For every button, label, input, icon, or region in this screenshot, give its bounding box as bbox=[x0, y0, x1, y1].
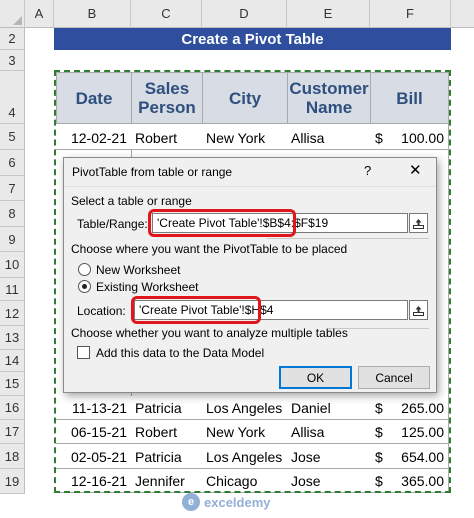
location-input[interactable]: 'Create Pivot Table'!$H$4 bbox=[134, 300, 408, 320]
bill-value: 365.00 bbox=[401, 473, 444, 489]
data-model-checkbox[interactable] bbox=[77, 346, 90, 359]
row-header-11[interactable]: 11 bbox=[0, 278, 25, 301]
cell-sales-person[interactable]: Robert bbox=[131, 420, 203, 444]
range-select-button[interactable] bbox=[409, 213, 428, 233]
header-sales-person: Sales Person bbox=[131, 72, 203, 124]
section-multiple-label: Choose whether you want to analyze multiple tables bbox=[71, 326, 348, 340]
column-header-c[interactable]: C bbox=[131, 0, 202, 28]
cell-bill[interactable] bbox=[370, 124, 449, 150]
row-header-10[interactable]: 10 bbox=[0, 252, 25, 278]
row-header-7[interactable]: 7 bbox=[0, 176, 25, 201]
existing-worksheet-label[interactable]: Existing Worksheet bbox=[96, 280, 199, 294]
bill-value: 265.00 bbox=[401, 400, 444, 416]
cell-customer[interactable]: Allisa bbox=[287, 420, 371, 444]
row-header-16[interactable]: 16 bbox=[0, 396, 25, 420]
row-header-12[interactable]: 12 bbox=[0, 301, 25, 326]
dialog-title: PivotTable from table or range bbox=[72, 165, 233, 179]
cell-bill[interactable] bbox=[370, 444, 449, 469]
location-select-button[interactable] bbox=[409, 300, 428, 320]
bill-value: 654.00 bbox=[401, 449, 444, 465]
table-range-input[interactable]: 'Create Pivot Table'!$B$4:$F$19 bbox=[152, 213, 408, 233]
watermark bbox=[182, 488, 286, 516]
cell-bill[interactable] bbox=[370, 396, 449, 420]
cell-sales-person[interactable]: Jennifer bbox=[131, 469, 203, 493]
header-customer-name: Customer Name bbox=[287, 72, 371, 124]
header-city: City bbox=[202, 72, 288, 124]
divider bbox=[267, 238, 429, 239]
column-header-overflow bbox=[451, 0, 474, 28]
row-header-6[interactable]: 6 bbox=[0, 150, 25, 176]
location-label: Location: bbox=[77, 304, 126, 318]
close-icon[interactable]: ✕ bbox=[409, 162, 422, 179]
cell-date[interactable]: 12-16-21 bbox=[56, 469, 132, 493]
currency-symbol: $ bbox=[375, 424, 383, 440]
row-header-19[interactable]: 19 bbox=[0, 469, 25, 494]
column-header-b[interactable]: B bbox=[54, 0, 131, 28]
sheet-title: Create a Pivot Table bbox=[54, 28, 451, 50]
header-date: Date bbox=[56, 72, 132, 124]
radio-existing-worksheet[interactable] bbox=[78, 280, 91, 293]
new-worksheet-label[interactable]: New Worksheet bbox=[96, 263, 181, 277]
cell-date[interactable]: 11-13-21 bbox=[56, 396, 132, 420]
currency-symbol: $ bbox=[375, 449, 383, 465]
title-divider bbox=[64, 186, 436, 187]
currency-symbol: $ bbox=[375, 130, 383, 146]
cell-date[interactable]: 06-15-21 bbox=[56, 420, 132, 444]
cell-customer[interactable]: Daniel bbox=[287, 396, 371, 420]
bill-value: 100.00 bbox=[401, 130, 444, 146]
column-header-f[interactable]: F bbox=[370, 0, 451, 28]
section-select-label: Select a table or range bbox=[71, 194, 192, 208]
cell-city[interactable]: New York bbox=[202, 420, 288, 444]
row-header-4[interactable]: 4 bbox=[0, 71, 25, 124]
section-place-label: Choose where you want the PivotTable to be placed bbox=[71, 242, 348, 256]
cell-date[interactable]: 02-05-21 bbox=[56, 444, 132, 469]
header-bill: Bill bbox=[370, 72, 449, 124]
cell-bill[interactable] bbox=[370, 420, 449, 444]
cell-customer[interactable]: Jose bbox=[287, 469, 371, 493]
radio-new-worksheet[interactable] bbox=[78, 263, 91, 276]
cell-city[interactable]: Los Angeles bbox=[202, 444, 288, 469]
column-header-a[interactable]: A bbox=[25, 0, 54, 28]
cell-sales-person[interactable]: Robert bbox=[131, 124, 203, 150]
range-select-icon bbox=[413, 218, 424, 229]
select-all-corner[interactable] bbox=[0, 0, 25, 28]
row-header-15[interactable]: 15 bbox=[0, 372, 25, 396]
row-header-14[interactable]: 14 bbox=[0, 350, 25, 372]
table-range-label: Table/Range: bbox=[77, 217, 148, 231]
cell-bill[interactable] bbox=[370, 469, 449, 493]
row-header-2[interactable]: 2 bbox=[0, 28, 25, 50]
row-header-3[interactable]: 3 bbox=[0, 50, 25, 71]
bill-value: 125.00 bbox=[401, 424, 444, 440]
range-select-icon bbox=[413, 305, 424, 316]
cell-date[interactable]: 12-02-21 bbox=[56, 124, 132, 150]
cell-city[interactable]: Los Angeles bbox=[202, 396, 288, 420]
row-header-18[interactable]: 18 bbox=[0, 444, 25, 469]
cell-city[interactable]: New York bbox=[202, 124, 288, 150]
cell-customer[interactable]: Jose bbox=[287, 444, 371, 469]
ok-button[interactable]: OK bbox=[279, 366, 352, 389]
cell-sales-person[interactable]: Patricia bbox=[131, 396, 203, 420]
cell-city[interactable]: Chicago bbox=[202, 469, 288, 493]
row-header-13[interactable]: 13 bbox=[0, 326, 25, 350]
row-header-9[interactable]: 9 bbox=[0, 227, 25, 252]
currency-symbol: $ bbox=[375, 400, 383, 416]
cell-customer[interactable]: Allisa bbox=[287, 124, 371, 150]
column-header-d[interactable]: D bbox=[202, 0, 287, 28]
currency-symbol: $ bbox=[375, 473, 383, 489]
cancel-button[interactable]: Cancel bbox=[358, 366, 430, 389]
row-header-5[interactable]: 5 bbox=[0, 124, 25, 150]
row-header-8[interactable]: 8 bbox=[0, 201, 25, 227]
watermark-text: exceldemy bbox=[204, 494, 271, 510]
data-model-label[interactable]: Add this data to the Data Model bbox=[96, 346, 265, 360]
row-header-17[interactable]: 17 bbox=[0, 420, 25, 444]
pivottable-dialog bbox=[63, 157, 437, 393]
watermark-logo-icon: e bbox=[182, 493, 200, 511]
help-icon[interactable]: ? bbox=[364, 163, 372, 178]
column-header-e[interactable]: E bbox=[287, 0, 370, 28]
cell-sales-person[interactable]: Patricia bbox=[131, 444, 203, 469]
